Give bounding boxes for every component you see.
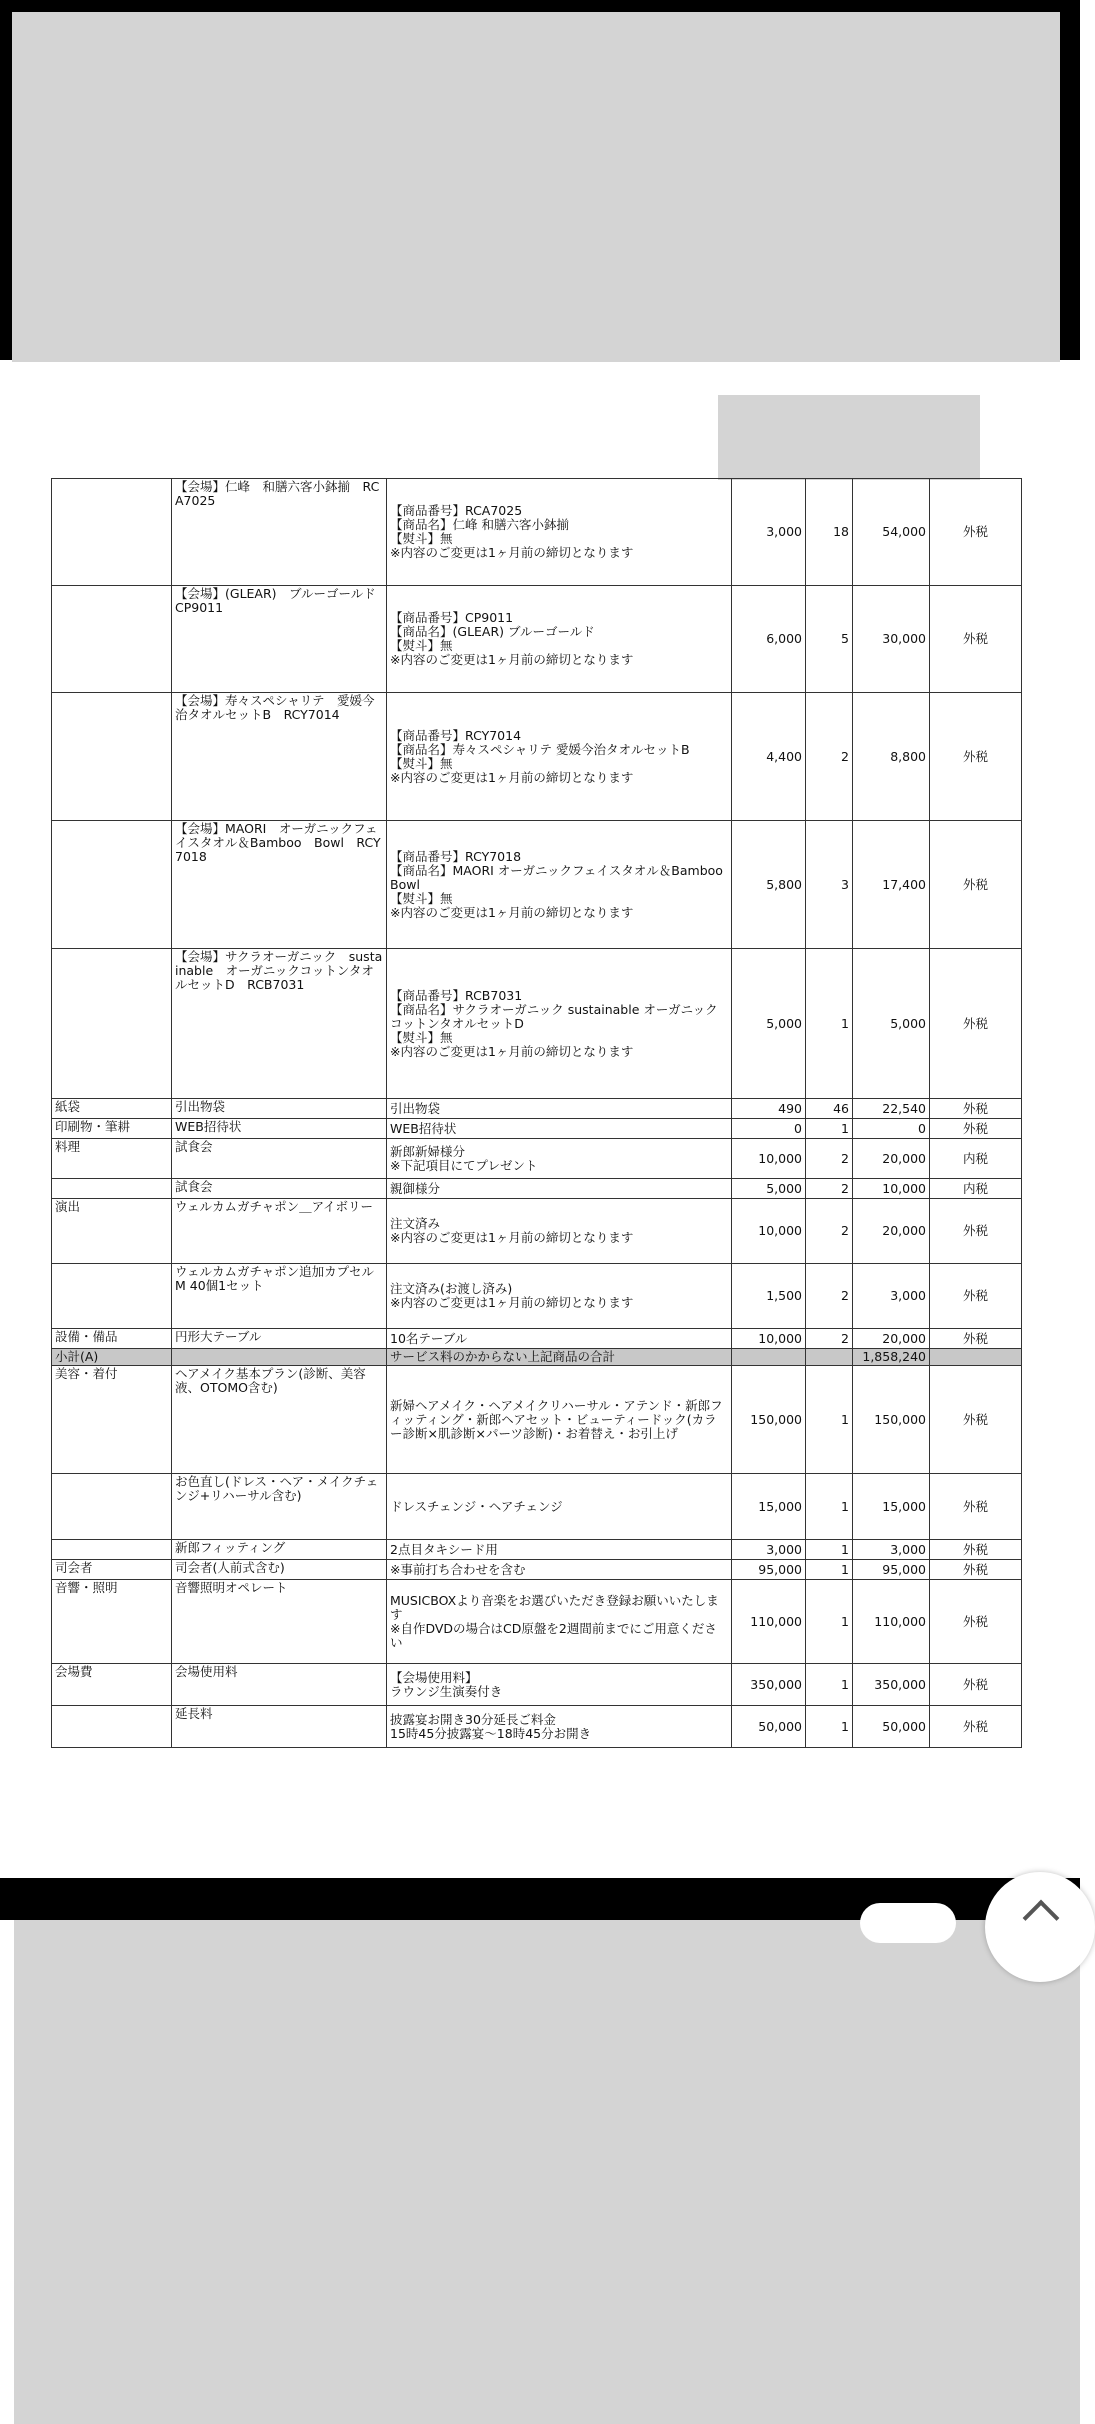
table-row: [52, 586, 1022, 693]
unit-price-cell: 95,000: [732, 1560, 806, 1580]
amount-cell: 95,000: [853, 1560, 930, 1580]
tax-type-cell: 外税: [930, 586, 1022, 693]
detail-cell: ドレスチェンジ・ヘアチェンジ: [387, 1474, 732, 1540]
detail-cell: 【商品番号】RCY7014 【商品名】寿々スペシャリテ 愛媛今治タオルセットB 【熨斗】無 ※内容のご変更は1ヶ月前の締切となります: [387, 693, 732, 821]
quantity-cell: 2: [806, 1199, 853, 1264]
category-cell: 司会者: [52, 1560, 172, 1580]
table-row: [52, 1329, 1022, 1349]
category-cell: 美容・着付: [52, 1366, 172, 1474]
tax-type-cell: 外税: [930, 1580, 1022, 1664]
item-name-cell: 円形大テーブル: [172, 1329, 387, 1349]
detail-cell: 注文済み ※内容のご変更は1ヶ月前の締切となります: [387, 1199, 732, 1264]
detail-cell: WEB招待状: [387, 1119, 732, 1139]
quantity-cell: 2: [806, 693, 853, 821]
amount-cell: 5,000: [853, 949, 930, 1099]
detail-cell: サービス料のかからない上記商品の合計: [387, 1349, 732, 1366]
category-cell: [52, 479, 172, 586]
category-cell: [52, 586, 172, 693]
item-name-cell: 新郎フィッティング: [172, 1540, 387, 1560]
table-row: [52, 821, 1022, 949]
right-black-edge: [1060, 0, 1080, 360]
redacted-footer-block: [14, 1920, 1080, 2424]
detail-cell: 【会場使用料】 ラウンジ生演奏付き: [387, 1664, 732, 1706]
detail-cell: 【商品番号】RCY7018 【商品名】MAORI オーガニックフェイスタオル＆Bamboo Bowl 【熨斗】無 ※内容のご変更は1ヶ月前の締切となります: [387, 821, 732, 949]
amount-cell: 17,400: [853, 821, 930, 949]
table-row: [52, 1139, 1022, 1179]
category-cell: [52, 949, 172, 1099]
unit-price-cell: 3,000: [732, 479, 806, 586]
amount-cell: 350,000: [853, 1664, 930, 1706]
amount-cell: 15,000: [853, 1474, 930, 1540]
quantity-cell: 46: [806, 1099, 853, 1119]
detail-cell: 親御様分: [387, 1179, 732, 1199]
redacted-label-box: [718, 395, 980, 480]
table-row: [52, 479, 1022, 586]
amount-cell: 150,000: [853, 1366, 930, 1474]
item-name-cell: 試食会: [172, 1139, 387, 1179]
quantity-cell: 1: [806, 1119, 853, 1139]
table-row: [52, 1099, 1022, 1119]
category-cell: 設備・備品: [52, 1329, 172, 1349]
table-row: [52, 1706, 1022, 1748]
tax-type-cell: 外税: [930, 1664, 1022, 1706]
table-row: [52, 949, 1022, 1099]
quantity-cell: 1: [806, 1706, 853, 1748]
quantity-cell: 5: [806, 586, 853, 693]
category-cell: 会場費: [52, 1664, 172, 1706]
amount-cell: 30,000: [853, 586, 930, 693]
quantity-cell: 3: [806, 821, 853, 949]
detail-cell: 【商品番号】RCA7025 【商品名】仁峰 和膳六客小鉢揃 【熨斗】無 ※内容のご変更は1ヶ月前の締切となります: [387, 479, 732, 586]
table-row: [52, 1119, 1022, 1139]
quantity-cell: 1: [806, 1560, 853, 1580]
item-name-cell: 【会場】寿々スペシャリテ 愛媛今治タオルセットB RCY7014: [172, 693, 387, 821]
unit-price-cell: 110,000: [732, 1580, 806, 1664]
tax-type-cell: [930, 1349, 1022, 1366]
item-name-cell: [172, 1349, 387, 1366]
detail-cell: 新郎新婦様分 ※下記項目にてプレゼント: [387, 1139, 732, 1179]
quantity-cell: 1: [806, 1366, 853, 1474]
table-row: [52, 1366, 1022, 1474]
category-cell: 料理: [52, 1139, 172, 1179]
quantity-cell: 2: [806, 1264, 853, 1329]
unit-price-cell: 0: [732, 1119, 806, 1139]
category-cell: 演出: [52, 1199, 172, 1264]
amount-cell: 54,000: [853, 479, 930, 586]
tax-type-cell: 外税: [930, 1199, 1022, 1264]
quantity-cell: 1: [806, 1664, 853, 1706]
unit-price-cell: 150,000: [732, 1366, 806, 1474]
amount-cell: 0: [853, 1119, 930, 1139]
category-cell: 音響・照明: [52, 1580, 172, 1664]
quantity-cell: 2: [806, 1329, 853, 1349]
unit-price-cell: 5,000: [732, 949, 806, 1099]
tax-type-cell: 外税: [930, 1099, 1022, 1119]
detail-cell: 【商品番号】RCB7031 【商品名】サクラオーガニック sustainable オーガニックコットンタオルセットD 【熨斗】無 ※内容のご変更は1ヶ月前の締切となります: [387, 949, 732, 1099]
table-row: [52, 693, 1022, 821]
category-cell: [52, 693, 172, 821]
item-name-cell: ヘアメイク基本プラン(診断、美容液、OTOMO含む): [172, 1366, 387, 1474]
detail-cell: 引出物袋: [387, 1099, 732, 1119]
tax-type-cell: 外税: [930, 479, 1022, 586]
item-name-cell: 試食会: [172, 1179, 387, 1199]
unit-price-cell: [732, 1349, 806, 1366]
item-name-cell: 司会者(人前式含む): [172, 1560, 387, 1580]
table-row: [52, 1199, 1022, 1264]
tax-type-cell: 外税: [930, 1540, 1022, 1560]
left-black-edge: [0, 0, 12, 360]
item-name-cell: 音響照明オペレート: [172, 1580, 387, 1664]
table-row: [52, 1474, 1022, 1540]
item-name-cell: WEB招待状: [172, 1119, 387, 1139]
unit-price-cell: 3,000: [732, 1540, 806, 1560]
item-name-cell: ウェルカムガチャポン追加カプセルM 40個1セット: [172, 1264, 387, 1329]
table-row: [52, 1264, 1022, 1329]
amount-cell: 110,000: [853, 1580, 930, 1664]
amount-cell: 22,540: [853, 1099, 930, 1119]
unit-price-cell: 1,500: [732, 1264, 806, 1329]
item-name-cell: 会場使用料: [172, 1664, 387, 1706]
detail-cell: 【商品番号】CP9011 【商品名】(GLEAR) ブルーゴールド 【熨斗】無 ※内容のご変更は1ヶ月前の締切となります: [387, 586, 732, 693]
amount-cell: 1,858,240: [853, 1349, 930, 1366]
unit-price-cell: 10,000: [732, 1329, 806, 1349]
unit-price-cell: 10,000: [732, 1199, 806, 1264]
item-name-cell: 引出物袋: [172, 1099, 387, 1119]
top-black-bar: [0, 0, 1080, 12]
quantity-cell: 2: [806, 1179, 853, 1199]
table-row: [52, 1540, 1022, 1560]
category-cell: [52, 1264, 172, 1329]
amount-cell: 10,000: [853, 1179, 930, 1199]
tax-type-cell: 外税: [930, 1474, 1022, 1540]
quantity-cell: [806, 1349, 853, 1366]
tax-type-cell: 外税: [930, 1264, 1022, 1329]
detail-cell: 注文済み(お渡し済み) ※内容のご変更は1ヶ月前の締切となります: [387, 1264, 732, 1329]
category-cell: 紙袋: [52, 1099, 172, 1119]
category-cell: 小計(A): [52, 1349, 172, 1366]
unit-price-cell: 10,000: [732, 1139, 806, 1179]
unit-price-cell: 350,000: [732, 1664, 806, 1706]
item-name-cell: 【会場】サクラオーガニック sustainable オーガニックコットンタオルセットD RCB7031: [172, 949, 387, 1099]
detail-cell: 披露宴お開き30分延長ご料金 15時45分披露宴～18時45分お開き: [387, 1706, 732, 1748]
tax-type-cell: 外税: [930, 1329, 1022, 1349]
amount-cell: 3,000: [853, 1264, 930, 1329]
table-row: [52, 1349, 1022, 1366]
estimate-table: [51, 478, 1022, 1748]
amount-cell: 8,800: [853, 693, 930, 821]
table-row: [52, 1664, 1022, 1706]
tax-type-cell: 外税: [930, 693, 1022, 821]
item-name-cell: 【会場】(GLEAR) ブルーゴールド CP9011: [172, 586, 387, 693]
amount-cell: 20,000: [853, 1139, 930, 1179]
amount-cell: 20,000: [853, 1199, 930, 1264]
detail-cell: ※事前打ち合わせを含む: [387, 1560, 732, 1580]
redacted-header-block: [12, 12, 1060, 362]
floating-pill-button[interactable]: [860, 1903, 956, 1943]
unit-price-cell: 15,000: [732, 1474, 806, 1540]
item-name-cell: 【会場】仁峰 和膳六客小鉢揃 RCA7025: [172, 479, 387, 586]
category-cell: [52, 1179, 172, 1199]
tax-type-cell: 内税: [930, 1139, 1022, 1179]
item-name-cell: ウェルカムガチャポン＿アイボリー: [172, 1199, 387, 1264]
table-row: [52, 1560, 1022, 1580]
unit-price-cell: 4,400: [732, 693, 806, 821]
tax-type-cell: 外税: [930, 1706, 1022, 1748]
tax-type-cell: 外税: [930, 821, 1022, 949]
quantity-cell: 1: [806, 949, 853, 1099]
quantity-cell: 18: [806, 479, 853, 586]
tax-type-cell: 内税: [930, 1179, 1022, 1199]
item-name-cell: 【会場】MAORI オーガニックフェイスタオル＆Bamboo Bowl RCY7018: [172, 821, 387, 949]
tax-type-cell: 外税: [930, 1119, 1022, 1139]
category-cell: [52, 1706, 172, 1748]
category-cell: [52, 821, 172, 949]
unit-price-cell: 50,000: [732, 1706, 806, 1748]
quantity-cell: 1: [806, 1540, 853, 1560]
tax-type-cell: 外税: [930, 949, 1022, 1099]
unit-price-cell: 5,000: [732, 1179, 806, 1199]
unit-price-cell: 6,000: [732, 586, 806, 693]
detail-cell: MUSICBOXより音楽をお選びいただき登録お願いいたします ※自作DVDの場合はCD原盤を2週間前までにご用意ください: [387, 1580, 732, 1664]
table-row: [52, 1179, 1022, 1199]
category-cell: [52, 1540, 172, 1560]
detail-cell: 新婦ヘアメイク・ヘアメイクリハーサル・アテンド・新郎フィッティング・新郎ヘアセット・ビューティードック(カラー診断×肌診断×パーツ診断)・お着替え・お引上げ: [387, 1366, 732, 1474]
tax-type-cell: 外税: [930, 1560, 1022, 1580]
item-name-cell: 延長料: [172, 1706, 387, 1748]
category-cell: [52, 1474, 172, 1540]
amount-cell: 20,000: [853, 1329, 930, 1349]
unit-price-cell: 490: [732, 1099, 806, 1119]
quantity-cell: 2: [806, 1139, 853, 1179]
tax-type-cell: 外税: [930, 1366, 1022, 1474]
category-cell: 印刷物・筆耕: [52, 1119, 172, 1139]
detail-cell: 2点目タキシード用: [387, 1540, 732, 1560]
unit-price-cell: 5,800: [732, 821, 806, 949]
amount-cell: 3,000: [853, 1540, 930, 1560]
detail-cell: 10名テーブル: [387, 1329, 732, 1349]
amount-cell: 50,000: [853, 1706, 930, 1748]
table-row: [52, 1580, 1022, 1664]
quantity-cell: 1: [806, 1474, 853, 1540]
quantity-cell: 1: [806, 1580, 853, 1664]
item-name-cell: お色直し(ドレス・ヘア・メイクチェンジ+リハーサル含む): [172, 1474, 387, 1540]
